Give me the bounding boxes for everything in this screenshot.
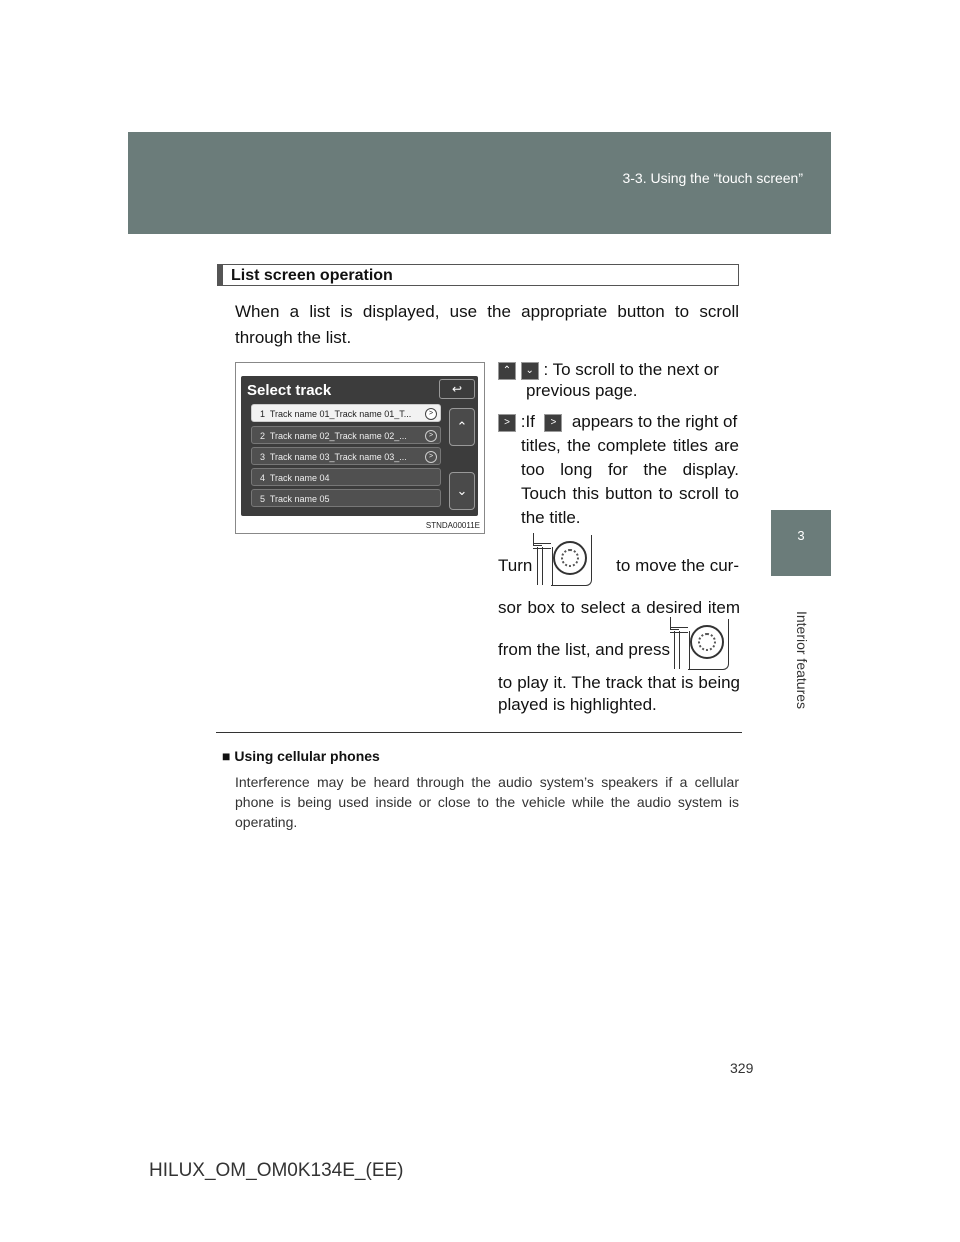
track-name: Track name 01_Track name 01_T... (269, 409, 412, 419)
intro-paragraph: When a list is displayed, use the appropriate button to scroll through the list. (235, 302, 739, 347)
note-body: Interference may be heard through the audio system’s speakers if a cellular phone is being used inside or close to the vehicle while the audio system is operating. (235, 774, 739, 830)
figure-code: STNDA00011E (425, 521, 480, 530)
section-heading (217, 264, 739, 286)
chapter-number: 3 (797, 528, 805, 543)
track-number: 2 (260, 431, 266, 441)
note-title: Using cellular phones (234, 748, 380, 764)
track-number: 3 (260, 452, 266, 462)
track-name: Track name 05 (269, 494, 330, 504)
tune-knob-icon (533, 533, 591, 587)
turn-text-2: sor box to select a desired item (498, 598, 740, 617)
title-text-4: Touch this button to scroll to (521, 484, 739, 503)
header-title: 3-3. Using the “touch screen” (622, 170, 803, 186)
turn-text-4: to play it. The track that is being (498, 673, 740, 692)
title-text-5: the title. (521, 508, 581, 527)
title-text-3: too long for the display. (521, 460, 739, 479)
track-row (251, 404, 441, 422)
track-name: Track name 03_Track name 03_... (269, 452, 407, 462)
turn-text-1a: Turn (498, 556, 533, 575)
title-scroll-description (498, 409, 740, 435)
chevron-right-icon: > (425, 408, 437, 420)
chevron-right-icon: > (425, 430, 437, 442)
note-heading (222, 748, 380, 764)
track-number: 4 (260, 473, 266, 483)
back-button: ↩ (439, 379, 475, 399)
title-text-1b: appears to the right of (571, 412, 738, 431)
title-text-1a: :If (520, 412, 535, 431)
footer-code: HILUX_OM_OM0K134E_(EE) (149, 1160, 404, 1181)
chapter-label: Interior features (794, 610, 810, 710)
page-up-icon: ⌃ (449, 408, 475, 446)
scroll-text-2: previous page. (526, 381, 638, 400)
screen-figure (235, 362, 485, 534)
track-row (251, 447, 441, 465)
screen-title: Select track (247, 382, 332, 399)
square-bullet-icon: ■ (222, 748, 231, 764)
page-up-icon: ⌃ (498, 362, 516, 380)
turn-text-3: from the list, and press (498, 640, 670, 659)
chevron-right-icon: > (498, 414, 516, 432)
turn-text-5: played is highlighted. (498, 695, 657, 714)
chevron-right-icon: > (544, 414, 562, 432)
track-name: Track name 04 (269, 473, 330, 483)
track-number: 5 (260, 494, 266, 504)
tune-knob-icon (670, 617, 728, 671)
turn-text-1b: to move the cur- (616, 556, 739, 575)
track-number: 1 (260, 409, 266, 419)
header-band (128, 132, 831, 234)
divider (216, 732, 742, 733)
page-down-icon: ⌄ (521, 362, 539, 380)
track-row (251, 489, 441, 507)
chevron-right-icon: > (425, 451, 437, 463)
page-number: 329 (730, 1060, 754, 1076)
track-row (251, 426, 441, 444)
title-text-2: titles, the complete titles are (521, 436, 739, 455)
track-row (251, 468, 441, 486)
section-title: List screen operation (231, 267, 393, 284)
touch-screen-image (241, 376, 478, 516)
scroll-text-1: : To scroll to the next or (543, 360, 719, 379)
chapter-tab (771, 510, 831, 576)
page-down-icon: ⌄ (449, 472, 475, 510)
track-name: Track name 02_Track name 02_... (269, 431, 407, 441)
